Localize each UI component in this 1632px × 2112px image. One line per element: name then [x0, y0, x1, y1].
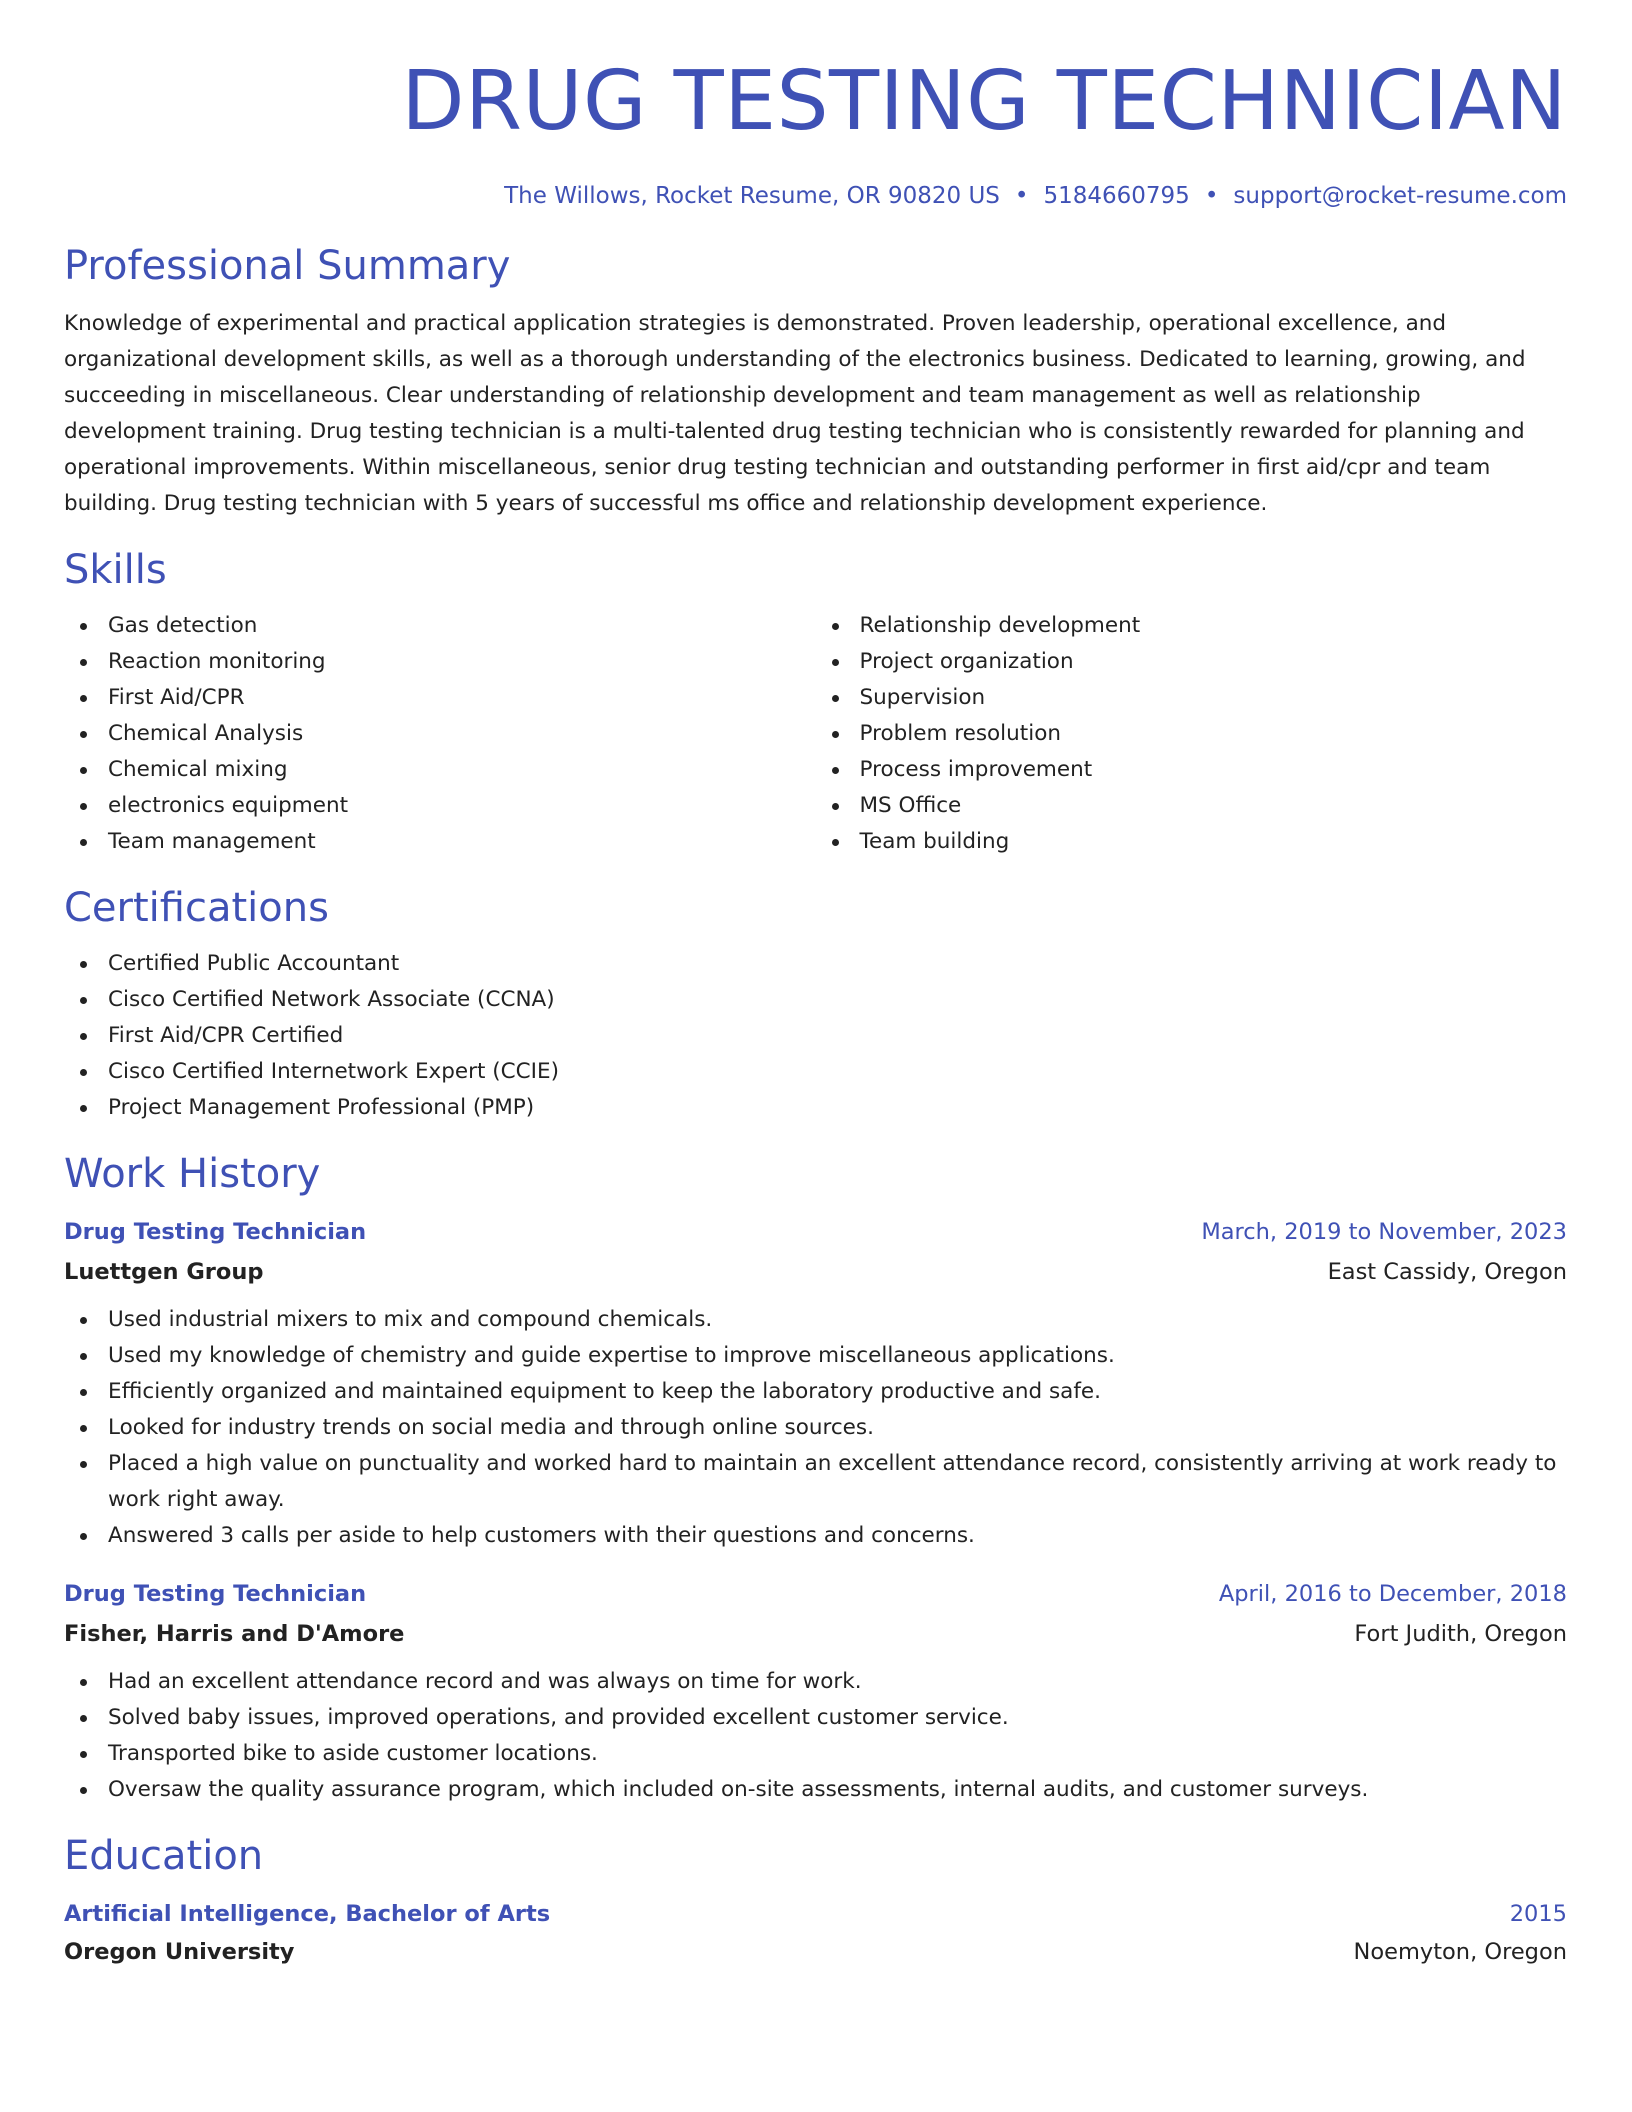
list-item: First Aid/CPR [64, 680, 816, 716]
job-dates: March, 2019 to November, 2023 [1201, 1219, 1567, 1245]
skills-section [64, 542, 1567, 860]
list-item: electronics equipment [64, 788, 816, 824]
skills-list-right [816, 608, 1568, 860]
skills-list-left [64, 608, 816, 860]
list-item: Solved baby issues, improved operations, and provided excellent customer service. [64, 1700, 1567, 1736]
list-item: Cisco Certified Internetwork Expert (CCIE) [64, 1054, 1567, 1090]
list-item: Placed a high value on punctuality and worked hard to maintain an excellent attendance record, consistently arriving at work ready to work right away. [64, 1446, 1567, 1518]
job-company-row [64, 1616, 1567, 1652]
phone: 5184660795 [1043, 183, 1190, 209]
section-title-certifications: Certifications [64, 885, 329, 931]
list-item: Answered 3 calls per aside to help customers with their questions and concerns. [64, 1518, 1567, 1554]
resume-name: DRUG TESTING TECHNICIAN [401, 54, 1567, 149]
section-title-work-history: Work History [64, 1151, 321, 1197]
list-item: Supervision [816, 680, 1568, 716]
job-entry [64, 1214, 1567, 1554]
job-duties-list [64, 1664, 1567, 1808]
list-item: Team building [816, 824, 1568, 860]
education-section [64, 1828, 1567, 1970]
list-item: Problem resolution [816, 716, 1568, 752]
certifications-section [64, 880, 1567, 1126]
job-company-row [64, 1254, 1567, 1290]
school-name: Oregon University [64, 1939, 295, 1965]
section-title-summary: Professional Summary [64, 243, 511, 289]
section-title-skills: Skills [64, 547, 167, 593]
certifications-list [64, 946, 1567, 1126]
separator-dot: • [1014, 183, 1029, 209]
list-item: Looked for industry trends on social media and through online sources. [64, 1410, 1567, 1446]
education-school-row [64, 1934, 1567, 1970]
list-item: Transported bike to aside customer locations. [64, 1736, 1567, 1772]
skills-columns [64, 608, 1567, 860]
list-item: Oversaw the quality assurance program, which included on-site assessments, internal audits, and customer surveys. [64, 1772, 1567, 1808]
work-history-section [64, 1146, 1567, 1808]
job-location: Fort Judith, Oregon [1354, 1621, 1567, 1647]
list-item: Used industrial mixers to mix and compound chemicals. [64, 1302, 1567, 1338]
list-item: Efficiently organized and maintained equipment to keep the laboratory productive and safe. [64, 1374, 1567, 1410]
list-item: Chemical Analysis [64, 716, 816, 752]
job-duties-list [64, 1302, 1567, 1554]
job-title: Drug Testing Technician [64, 1219, 367, 1245]
job-header-row [64, 1576, 1567, 1612]
company-name: Fisher, Harris and D'Amore [64, 1621, 405, 1647]
list-item: First Aid/CPR Certified [64, 1018, 1567, 1054]
list-item: Gas detection [64, 608, 816, 644]
list-item: Certified Public Accountant [64, 946, 1567, 982]
list-item: Team management [64, 824, 816, 860]
list-item: Cisco Certified Network Associate (CCNA) [64, 982, 1567, 1018]
email[interactable]: support@rocket-resume.com [1233, 183, 1567, 209]
list-item: Project Management Professional (PMP) [64, 1090, 1567, 1126]
education-degree-row [64, 1896, 1567, 1932]
section-title-education: Education [64, 1833, 264, 1879]
job-dates: April, 2016 to December, 2018 [1218, 1581, 1567, 1607]
graduation-year: 2015 [1509, 1901, 1567, 1927]
list-item: Used my knowledge of chemistry and guide expertise to improve miscellaneous applications. [64, 1338, 1567, 1374]
summary-text: Knowledge of experimental and practical application strategies is demonstrated. Proven leadership, operational excellence, and organizational development skills, as well as a thorough understanding of the electronics business. Dedicated to learning, growing, and succeeding in miscellaneous. Clear understanding of relationship development and team management as well as relationship development training. Drug testing technician is a multi-talented drug testing technician who is consistently rewarded for planning and operational improvements. Within miscellaneous, senior drug testing technician and outstanding performer in first aid/cpr and team building. Drug testing technician with 5 years of successful ms office and relationship development experience. [64, 311, 1526, 516]
job-entry [64, 1576, 1567, 1808]
job-location: East Cassidy, Oregon [1327, 1259, 1567, 1285]
list-item: Relationship development [816, 608, 1568, 644]
list-item: Process improvement [816, 752, 1568, 788]
separator-dot: • [1204, 183, 1219, 209]
list-item: Had an excellent attendance record and was always on time for work. [64, 1664, 1567, 1700]
job-title: Drug Testing Technician [64, 1581, 367, 1607]
job-header-row [64, 1214, 1567, 1250]
list-item: Chemical mixing [64, 752, 816, 788]
company-name: Luettgen Group [64, 1259, 264, 1285]
school-location: Noemyton, Oregon [1353, 1939, 1567, 1965]
contact-line [64, 180, 1567, 212]
list-item: Reaction monitoring [64, 644, 816, 680]
degree: Artificial Intelligence, Bachelor of Arts [64, 1901, 551, 1927]
summary-section [64, 238, 1567, 522]
address: The Willows, Rocket Resume, OR 90820 US [504, 183, 1000, 209]
list-item: MS Office [816, 788, 1568, 824]
list-item: Project organization [816, 644, 1568, 680]
